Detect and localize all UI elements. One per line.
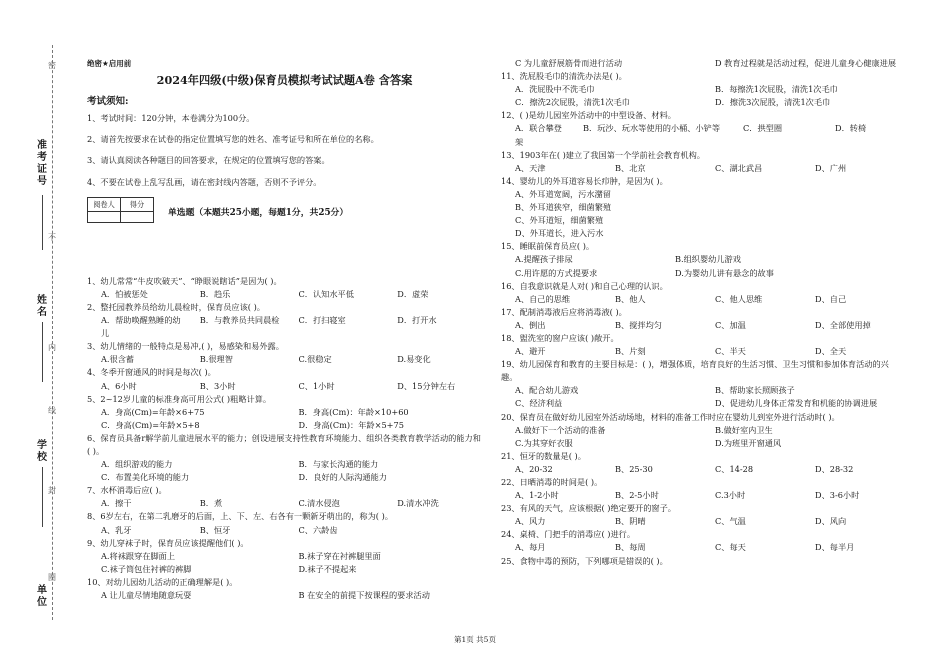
- answer-option[interactable]: A、20-32: [515, 463, 553, 474]
- option-row: [501, 319, 901, 332]
- option-row: [501, 437, 901, 450]
- answer-option[interactable]: A．洗屁股中不洗毛巾: [515, 84, 595, 95]
- option-row: [501, 541, 901, 554]
- label-unit: 单位: [37, 585, 47, 608]
- option-row: [501, 227, 901, 240]
- question-stem: 3、幼儿情绪的一般特点是易冲,( )，易感染和易外露。: [87, 341, 284, 352]
- option-row: [501, 397, 901, 410]
- answer-option[interactable]: D.袜子不提起来: [298, 563, 357, 574]
- seal-char: 内: [48, 343, 56, 352]
- answer-option[interactable]: C、半天: [715, 346, 746, 357]
- question-stem: 2、整托园教养员给幼儿晨检时，保育员应该( )。: [87, 301, 265, 312]
- option-row: [87, 471, 482, 484]
- answer-option[interactable]: C、湖北武昌: [715, 162, 763, 173]
- score-box: [87, 197, 154, 223]
- question: [501, 555, 901, 568]
- binding-margin: [0, 0, 78, 671]
- question-stem: 24、桌椅、门把手的消毒应( )进行。: [501, 529, 636, 540]
- option-row: [87, 589, 482, 602]
- answer-option[interactable]: A．组织游戏的能力: [101, 459, 173, 470]
- score-box-score: 得分: [121, 197, 154, 211]
- question: [501, 476, 901, 502]
- answer-option[interactable]: A、倒出: [515, 319, 546, 330]
- answer-option[interactable]: D．身高(Cm)：年龄×5+75: [298, 419, 404, 430]
- answer-option[interactable]: D、15分钟左右: [397, 380, 456, 391]
- right-column: [501, 57, 901, 568]
- answer-option[interactable]: B、搅拌均匀: [615, 319, 662, 330]
- question-stem: 15、睡眠前保育员应( )。: [501, 241, 595, 252]
- answer-option[interactable]: C.袜子筒包住衬裤的裤脚: [101, 563, 192, 574]
- answer-option[interactable]: B、每周: [615, 542, 646, 553]
- answer-option[interactable]: D.为婴幼儿讲有悬念的故事: [675, 267, 774, 278]
- question: [501, 411, 901, 450]
- answer-option[interactable]: C、1小时: [298, 380, 335, 391]
- section-heading: 单选题（本题共25小题，每题1分，共25分）: [168, 207, 349, 218]
- answer-option[interactable]: D、全天: [815, 346, 847, 357]
- question-stem: 25、食物中毒的预防，下列哪项是错误的( )。: [501, 555, 668, 566]
- question: [501, 175, 901, 240]
- option-row: [501, 384, 901, 397]
- option-row: [87, 288, 482, 301]
- answer-option[interactable]: B.很理智: [199, 354, 233, 365]
- question: [87, 340, 482, 366]
- label-school: 学校: [37, 440, 47, 463]
- answer-option[interactable]: D 教育过程就是活动过程，促进儿童身心健康进展: [715, 58, 897, 68]
- question-stem: 18、盥洗室的窗户应该( )敞开。: [501, 332, 619, 343]
- answer-option[interactable]: D、全部使用掉: [815, 319, 871, 330]
- answer-option[interactable]: A．怕被惩处: [101, 288, 148, 299]
- fill-line: [42, 322, 43, 382]
- question: [501, 528, 901, 554]
- answer-option[interactable]: C、14-28: [715, 463, 754, 474]
- answer-option[interactable]: D、外耳道长，进入污水: [515, 228, 604, 239]
- answer-option[interactable]: B．每擦洗1次屁股，清洗1次毛巾: [715, 84, 838, 95]
- answer-option[interactable]: D、28-32: [815, 463, 854, 474]
- option-row: [501, 463, 901, 476]
- answer-option[interactable]: D、广州: [815, 162, 847, 173]
- answer-option[interactable]: D．打开水: [397, 315, 437, 326]
- score-box-grader: 阅卷人: [88, 197, 121, 211]
- seal-char: 不: [48, 233, 56, 242]
- option-row: [501, 293, 901, 306]
- answer-option[interactable]: B、3小时: [199, 380, 236, 391]
- question-list-right: [501, 57, 901, 568]
- notice-item: 3、请认真阅读各种题目的回答要求，在规定的位置填写您的答案。: [87, 155, 330, 166]
- spacer: [87, 223, 482, 275]
- question-stem: 1、幼儿常常“牛皮吹破天”、“睁眼说瞎话”是因为( )。: [87, 275, 282, 286]
- answer-option[interactable]: C.3小时: [715, 490, 746, 501]
- option-row: [501, 122, 901, 148]
- question-stem: 17、配制消毒液后应将消毒液( )。: [501, 306, 627, 317]
- question: [87, 301, 482, 340]
- answer-option[interactable]: B．与教养员共同晨检: [199, 315, 280, 326]
- option-row: [501, 214, 901, 227]
- answer-option[interactable]: A 让儿童尽情地随意玩耍: [101, 590, 192, 600]
- seal-char: 线: [48, 406, 56, 415]
- answer-option[interactable]: B．玩沙、玩水等使用的小桶、小铲等: [583, 123, 721, 134]
- answer-option[interactable]: D．虚荣: [397, 288, 429, 299]
- question-stem: 10、对幼儿园幼儿活动的正确理解是( )。: [87, 576, 238, 587]
- answer-option[interactable]: A．帮助唤醒熟睡的幼儿: [101, 315, 181, 339]
- question: [501, 332, 901, 358]
- answer-option[interactable]: A、1-2小时: [515, 490, 559, 501]
- option-row: [87, 380, 482, 393]
- answer-option[interactable]: A．擦干: [101, 498, 132, 509]
- option-row: [87, 406, 482, 419]
- answer-option[interactable]: A、配合幼儿游戏: [515, 385, 579, 396]
- answer-option[interactable]: C．打扫寝室: [298, 315, 346, 326]
- answer-option[interactable]: B.袜子穿在衬裤腿里面: [298, 550, 381, 561]
- answer-option[interactable]: C、六龄齿: [298, 524, 338, 535]
- answer-option[interactable]: A、风力: [515, 516, 546, 527]
- option-row: [87, 419, 482, 432]
- answer-option[interactable]: C 为儿童舒展筋骨而进行活动: [515, 58, 623, 68]
- seal-char: 圈: [48, 573, 56, 582]
- answer-option[interactable]: A.提醒孩子排尿: [515, 254, 573, 265]
- seal-dashed-line: [52, 45, 53, 620]
- question: [501, 280, 901, 306]
- answer-option[interactable]: C、经济利益: [515, 398, 563, 409]
- notice-item: 4、不要在试卷上乱写乱画，请在密封线内答题，否则不予评分。: [87, 176, 322, 187]
- question: [87, 576, 482, 602]
- question-stem: 5、2~12岁儿童的标准身高可用公式( )粗略计算。: [87, 393, 272, 404]
- answer-option[interactable]: B．煮: [199, 498, 223, 509]
- exam-notice: [87, 95, 482, 188]
- answer-option[interactable]: A.将袜跟穿在脚面上: [101, 550, 176, 561]
- question-stem: 19、幼儿园保育和教育的主要目标是：( )，增强体质，培育良好的生活习惯、卫生习惯和参加体育活动的兴趣。: [501, 359, 889, 383]
- question: [501, 109, 901, 148]
- answer-option[interactable]: B、帮助家长照顾孩子: [715, 385, 795, 396]
- question-stem: 6、保育员具备r解学前儿童进展水平的能力；创设进展支持性教育环境能力、组织各类教育教学活动的能力和( )。: [87, 432, 481, 456]
- answer-option[interactable]: C.清水侵泡: [298, 498, 340, 509]
- answer-option[interactable]: D.为班里开窗通风: [715, 437, 782, 448]
- option-row: [501, 253, 901, 266]
- question-list-left: [87, 275, 482, 602]
- option-row: [87, 524, 482, 537]
- answer-option[interactable]: A.做好下一个活动的准备: [515, 424, 606, 435]
- question: [87, 366, 482, 392]
- answer-option[interactable]: A、自己的思维: [515, 293, 571, 304]
- question-stem: 4、冬季开窗通风的时间是每次( )。: [87, 367, 216, 378]
- answer-option[interactable]: A、6小时: [101, 380, 137, 391]
- option-row: [501, 201, 901, 214]
- option-row: [87, 550, 482, 563]
- answer-option[interactable]: B、25-30: [615, 463, 653, 474]
- option-row: [501, 267, 901, 280]
- answer-option[interactable]: A、天津: [515, 162, 546, 173]
- question-stem: 20、保育员在做好幼儿园室外活动场地，材料的准备工作时应在婴幼儿到室外进行活动时( )。: [501, 411, 840, 422]
- left-column: [87, 57, 482, 602]
- notice-item: 2、请首先按要求在试卷的指定位置填写您的姓名、准考证号和所在单位的名称。: [87, 134, 379, 145]
- answer-option[interactable]: C、外耳道短，细菌繁殖: [515, 215, 604, 226]
- option-row: [501, 188, 901, 201]
- question: [87, 393, 482, 432]
- answer-option[interactable]: C．认知水平低: [298, 288, 354, 299]
- option-row: [87, 563, 482, 576]
- question-stem: 8、6岁左右，在第二乳磨牙的后面，上、下、左、右各有一颗新牙萌出的，称为( )。: [87, 511, 393, 522]
- score-box-cell[interactable]: [121, 211, 154, 222]
- answer-option[interactable]: D．良好的人际沟通能力: [298, 472, 387, 483]
- option-row: [501, 515, 901, 528]
- answer-option[interactable]: B．身高(Cm)：年龄×10+60: [298, 406, 409, 417]
- answer-option[interactable]: A．身高(Cm)=年龄×6+75: [101, 406, 205, 417]
- question-stem: 21、恒牙的数量是( )。: [501, 450, 586, 461]
- answer-option[interactable]: A．联合攀登架: [515, 123, 562, 147]
- seal-char: 密: [48, 61, 56, 70]
- question: [501, 57, 901, 70]
- answer-option[interactable]: A、避开: [515, 346, 546, 357]
- label-exam-number: 准考证号: [37, 140, 47, 187]
- answer-option[interactable]: C、加温: [715, 319, 746, 330]
- question-stem: 22、日晒消毒的时间是( )。: [501, 477, 603, 487]
- question-stem: 11、洗屁股毛巾的清洗办法是( )。: [501, 71, 627, 82]
- answer-option[interactable]: C、气温: [715, 516, 746, 527]
- label-name: 姓名: [37, 295, 47, 318]
- question-stem: 13、1903年在( )建立了我国第一个学前社会教育机构。: [501, 149, 705, 160]
- answer-option[interactable]: C．身高(Cm)=年龄×5+8: [101, 419, 200, 430]
- answer-option[interactable]: C．擦洗2次屁股，清洗1次毛巾: [515, 97, 630, 108]
- page-footer: 第1页 共5页: [454, 635, 496, 644]
- question: [87, 432, 482, 484]
- question-stem: 23、有风的天气，应该根据( )绝定要开的窗子。: [501, 503, 676, 514]
- answer-option[interactable]: B 在安全的前提下按课程的要求活动: [298, 590, 430, 600]
- answer-option[interactable]: D．转椅: [835, 123, 867, 134]
- question-stem: 12、( )是幼儿园室外活动中的中型设备、材料。: [501, 110, 676, 121]
- answer-option[interactable]: A、乳牙: [101, 524, 132, 535]
- secret-tag: 绝密★启用前: [87, 59, 132, 68]
- score-box-cell[interactable]: [88, 211, 121, 222]
- option-row: [87, 314, 482, 340]
- question-stem: 14、婴幼儿的外耳道容易长疖肿，是因为( )。: [501, 175, 668, 186]
- seal-char: 封: [48, 486, 56, 495]
- question: [87, 537, 482, 576]
- answer-option[interactable]: C、每天: [715, 542, 746, 553]
- question: [501, 502, 901, 528]
- question-stem: 16、自我意识就是人对( )和自己心理的认识。: [501, 280, 668, 291]
- notice-heading: 考试须知:: [87, 96, 129, 108]
- answer-option[interactable]: C．拱型圈: [743, 123, 783, 134]
- answer-option[interactable]: B、片刻: [615, 346, 646, 357]
- answer-option[interactable]: C．布置美化环境的能力: [101, 472, 190, 483]
- question: [87, 275, 482, 301]
- answer-option[interactable]: C、他人思维: [715, 293, 763, 304]
- question: [501, 306, 901, 332]
- question: [501, 149, 901, 175]
- option-row: [501, 345, 901, 358]
- option-row: [501, 96, 901, 109]
- answer-option[interactable]: D．擦洗3次屁股，清洗1次毛巾: [715, 97, 831, 108]
- answer-option[interactable]: B.组织婴幼儿游戏: [675, 254, 741, 265]
- option-row: [501, 424, 901, 437]
- answer-option[interactable]: D、自己: [815, 293, 847, 304]
- notice-item: 1、考试时间：120分钟，本卷满分为100分。: [87, 113, 255, 124]
- answer-option[interactable]: C.为其穿好衣服: [515, 437, 573, 448]
- answer-option[interactable]: D、3-6小时: [815, 490, 860, 501]
- answer-option[interactable]: D.清水冲洗: [397, 498, 439, 509]
- fill-line: [42, 467, 43, 527]
- question: [87, 510, 482, 536]
- question: [501, 358, 901, 410]
- answer-option[interactable]: B、北京: [615, 162, 646, 173]
- document-title: 2024年四级(中级)保育员模拟考试试题A卷 含答案: [156, 73, 413, 88]
- answer-option[interactable]: B、他人: [615, 293, 646, 304]
- option-row: [501, 83, 901, 96]
- answer-option[interactable]: B．趋乐: [199, 288, 231, 299]
- answer-option[interactable]: B.做好室内卫生: [715, 424, 773, 435]
- answer-option[interactable]: D、每半月: [815, 542, 855, 553]
- option-row: [501, 57, 901, 70]
- answer-option[interactable]: B、恒牙: [199, 524, 231, 535]
- answer-option[interactable]: D、促进幼儿身体正常发育和机能的协调进展: [715, 398, 878, 409]
- answer-option[interactable]: C.很稳定: [298, 354, 332, 365]
- answer-option[interactable]: D.易变化: [397, 354, 431, 365]
- answer-option[interactable]: B、2-5小时: [615, 490, 659, 501]
- option-row: [87, 497, 482, 510]
- answer-option[interactable]: B．与家长沟通的能力: [298, 459, 379, 470]
- answer-option[interactable]: B、阴晴: [615, 516, 646, 527]
- question-stem: 9、幼儿穿袜子时，保育员应该提醒他们( )。: [87, 537, 249, 548]
- answer-option[interactable]: A、每月: [515, 542, 546, 553]
- answer-option[interactable]: D、风向: [815, 516, 847, 527]
- question: [501, 70, 901, 109]
- score-row: [87, 197, 482, 223]
- question-stem: 7、水杯消毒后应( )。: [87, 485, 167, 496]
- answer-option[interactable]: A.很含蓄: [101, 354, 135, 365]
- question: [501, 240, 901, 279]
- option-row: [87, 458, 482, 471]
- fill-line: [42, 195, 43, 250]
- option-row: [87, 353, 482, 366]
- question: [501, 450, 901, 476]
- option-row: [501, 162, 901, 175]
- question: [87, 484, 482, 510]
- option-row: [501, 489, 901, 502]
- answer-option[interactable]: B、外耳道狭窄，细菌繁殖: [515, 202, 612, 213]
- answer-option[interactable]: A、外耳道宽阔，污水潴留: [515, 188, 611, 199]
- answer-option[interactable]: C.用许愿的方式提要求: [515, 267, 598, 278]
